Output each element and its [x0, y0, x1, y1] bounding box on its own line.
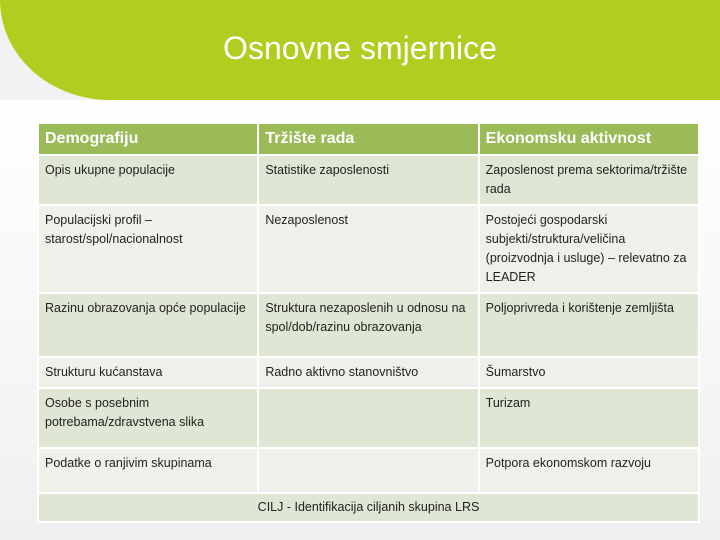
table-footer-row [38, 493, 699, 522]
table-cell: Poljoprivreda i korištenje zemljišta [479, 293, 699, 357]
goal-cell: CILJ - Identifikacija ciljanih skupina LRS [38, 493, 699, 522]
table-cell: Potpora ekonomskom razvoju [479, 448, 699, 493]
header-labour-market: Tržište rada [258, 123, 478, 155]
table-row [38, 448, 699, 493]
table-header [38, 123, 699, 155]
table-cell [258, 388, 478, 448]
table-cell: Šumarstvo [479, 357, 699, 388]
slide-title: Osnovne smjernice [223, 30, 497, 66]
table-cell: Postojeći gospodarski subjekti/struktura/veličina (proizvodnja i usluge) – relevatno za LEADER [479, 205, 699, 293]
table-cell: Opis ukupne populacije [38, 155, 258, 205]
table-cell: Podatke o ranjivim skupinama [38, 448, 258, 493]
table-cell: Strukturu kućanstava [38, 357, 258, 388]
table-cell: Zaposlenost prema sektorima/tržište rada [479, 155, 699, 205]
table-cell: Turizam [479, 388, 699, 448]
header-demography: Demografiju [38, 123, 258, 155]
table-cell: Osobe s posebnim potrebama/zdravstvena slika [38, 388, 258, 448]
table-cell: Statistike zaposlenosti [258, 155, 478, 205]
table-row [38, 293, 699, 357]
table-cell: Struktura nezaposlenih u odnosu na spol/dob/razinu obrazovanja [258, 293, 478, 357]
table-row [38, 388, 699, 448]
header-economic-activity: Ekonomsku aktivnost [479, 123, 699, 155]
table-cell: Razinu obrazovanja opće populacije [38, 293, 258, 357]
guidelines-table [37, 122, 700, 523]
table-row [38, 357, 699, 388]
table-cell: Radno aktivno stanovništvo [258, 357, 478, 388]
table-cell [258, 448, 478, 493]
table-row [38, 205, 699, 293]
table-cell: Populacijski profil – starost/spol/nacionalnost [38, 205, 258, 293]
table-row [38, 155, 699, 205]
table-cell: Nezaposlenost [258, 205, 478, 293]
